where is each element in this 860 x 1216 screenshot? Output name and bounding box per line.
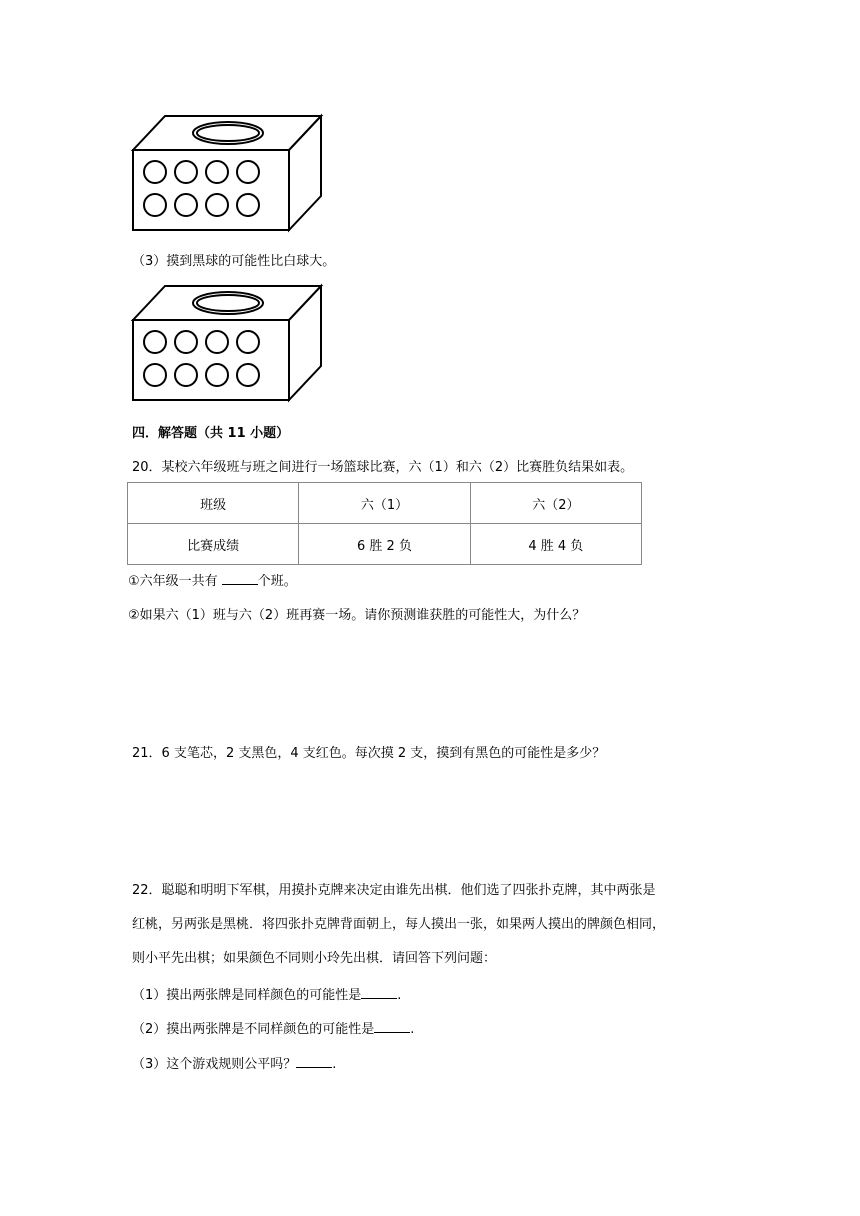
question-22-sub-2-text: （2）摸出两张牌是不同样颜色的可能性是 <box>132 1022 375 1037</box>
question-22-line-3: 则小平先出棋；如果颜色不同则小玲先出棋．请回答下列问题： <box>132 951 497 966</box>
answer-blank[interactable] <box>361 986 397 999</box>
box-figure-2 <box>128 282 328 404</box>
table-row <box>128 524 642 565</box>
question-22-sub-2 <box>132 1018 414 1037</box>
period: . <box>397 988 402 1003</box>
table-header-row <box>128 483 642 524</box>
question-20-part-1-suffix: 个班。 <box>257 574 297 589</box>
question-20-part-2: ②如果六（1）班与六（2）班再赛一场。请你预测谁获胜的可能性大，为什么？ <box>128 608 586 623</box>
table-header-cell: 六（1） <box>299 483 470 524</box>
question-22-sub-1-text: （1）摸出两张牌是同样颜色的可能性是 <box>132 988 362 1003</box>
period: . <box>332 1057 337 1072</box>
table-header-cell: 六（2） <box>470 483 641 524</box>
question-20-part-1 <box>128 570 297 589</box>
table-cell: 6 胜 2 负 <box>299 524 470 565</box>
period: . <box>410 1022 415 1037</box>
results-table <box>127 482 642 565</box>
question-21: 21．6 支笔芯，2 支黑色，4 支红色。每次摸 2 支，摸到有黑色的可能性是多少？ <box>132 746 606 761</box>
answer-blank[interactable] <box>374 1020 410 1033</box>
table-header-cell: 班级 <box>128 483 299 524</box>
question-22-sub-1 <box>132 984 401 1003</box>
box-figure-1 <box>128 112 328 234</box>
question-22-sub-3 <box>132 1053 336 1072</box>
table-cell: 比赛成绩 <box>128 524 299 565</box>
question-20-part-1-prefix: ①六年级一共有 <box>128 574 222 589</box>
table-cell: 4 胜 4 负 <box>470 524 641 565</box>
question-22-line-2: 红桃，另两张是黑桃．将四张扑克牌背面朝上，每人摸出一张，如果两人摸出的牌颜色相同， <box>132 917 666 932</box>
question-19-part-3: （3）摸到黑球的可能性比白球大。 <box>132 254 336 269</box>
question-22-line-1: 22．聪聪和明明下军棋，用摸扑克牌来决定由谁先出棋．他们选了四张扑克牌，其中两张是 <box>132 883 656 898</box>
answer-blank[interactable] <box>296 1055 332 1068</box>
question-22-sub-3-text: （3）这个游戏规则公平吗？ <box>132 1057 297 1072</box>
answer-blank[interactable] <box>222 572 258 585</box>
section-heading: 四．解答题（共 11 小题） <box>132 426 290 441</box>
question-20-stem: 20．某校六年级班与班之间进行一场篮球比赛，六（1）和六（2）比赛胜负结果如表。 <box>132 460 634 475</box>
